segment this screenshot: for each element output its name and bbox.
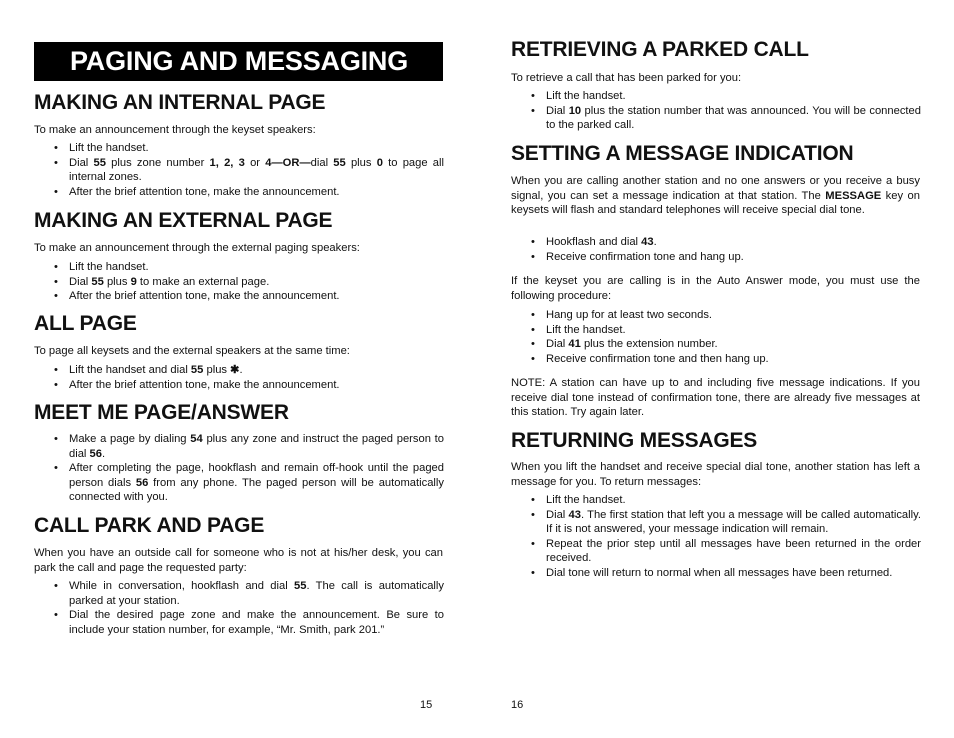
intro-external-page: To make an announcement through the external paging speakers: (34, 242, 360, 254)
list-item: • Dial 43. The first station that left you a message will be called automatically. If it is not answered, your message indication will remain. (546, 508, 921, 537)
heading-call-park: CALL PARK AND PAGE (34, 514, 265, 537)
list-retrieve-parked (546, 89, 921, 133)
list-item: • Receive confirmation tone and then hang up. (546, 352, 921, 367)
intro-internal-page: To make an announcement through the keyset speakers: (34, 124, 316, 136)
list-item: • Dial 10 plus the station number that was announced. You will be connected to the parked call. (546, 104, 921, 133)
page-banner-title: PAGING AND MESSAGING (34, 42, 443, 81)
right-page (511, 0, 920, 738)
page-number: 15 (420, 699, 433, 711)
list-item: • Lift the handset. (546, 493, 921, 508)
intro-returning-messages: When you lift the handset and receive special dial tone, another station has left a message for you. To return messages: (511, 461, 920, 488)
list-item: • After the brief attention tone, make the announcement. (69, 378, 444, 393)
list-item: • Dial 55 plus zone number 1, 2, 3 or 4—OR—dial 55 plus 0 to page all internal zones. (69, 156, 444, 185)
page-number: 16 (511, 699, 524, 711)
list-item: • After completing the page, hookflash and remain off-hook until the paged person dials 56 from any phone. The paged person will be automatically connected with you. (69, 461, 444, 505)
list-returning-messages (546, 493, 921, 581)
note-paragraph: NOTE: A station can have up to and including five message indications. If you receive dial tone instead of confirmation tone, there are already five messages at this station. Try again later. (511, 377, 920, 419)
left-page (34, 0, 443, 738)
intro-call-park: When you have an outside call for someone who is not at his/her desk, you can park the call and page the requested party: (34, 547, 443, 574)
list-call-park (69, 579, 444, 637)
list-item: • After the brief attention tone, make the announcement. (69, 185, 444, 200)
heading-internal-page: MAKING AN INTERNAL PAGE (34, 91, 326, 114)
intro-set-message: When you are calling another station and no one answers or you receive a busy signal, you can set a message indication at that station. The MESSAGE key on keysets will flash and standard telephones will receive special dial tone. (511, 175, 920, 217)
list-meet-me (69, 432, 444, 505)
list-set-message (546, 235, 921, 264)
intro-retrieve-parked: To retrieve a call that has been parked for you: (511, 72, 742, 84)
list-item: • Lift the handset. (546, 323, 921, 338)
list-item: • Dial the desired page zone and make the announcement. Be sure to include your station number, for example, “Mr. Smith, park 201.” (69, 608, 444, 637)
list-item: • Lift the handset. (69, 260, 444, 275)
list-item: • Make a page by dialing 54 plus any zone and instruct the paged person to dial 56. (69, 432, 444, 461)
intro-all-page: To page all keysets and the external speakers at the same time: (34, 345, 350, 357)
list-item: • Hang up for at least two seconds. (546, 308, 921, 323)
heading-returning-messages: RETURNING MESSAGES (511, 429, 758, 452)
list-item: • Lift the handset. (69, 141, 444, 156)
heading-set-message: SETTING A MESSAGE INDICATION (511, 142, 854, 165)
list-item: • While in conversation, hookflash and dial 55. The call is automatically parked at your station. (69, 579, 444, 608)
heading-meet-me: MEET ME PAGE/ANSWER (34, 401, 289, 424)
list-item: • Repeat the prior step until all messages have been returned in the order received. (546, 537, 921, 566)
list-item: • Dial 41 plus the extension number. (546, 337, 921, 352)
list-internal-page (69, 141, 444, 199)
list-item: • Lift the handset and dial 55 plus ✱. (69, 363, 444, 378)
heading-all-page: ALL PAGE (34, 312, 137, 335)
list-external-page (69, 260, 444, 304)
list-item: • After the brief attention tone, make the announcement. (69, 289, 444, 304)
list-item: • Hookflash and dial 43. (546, 235, 921, 250)
list-item: • Dial tone will return to normal when all messages have been returned. (546, 566, 921, 581)
list-all-page (69, 363, 444, 392)
auto-answer-paragraph: If the keyset you are calling is in the Auto Answer mode, you must use the following procedure: (511, 275, 920, 302)
heading-external-page: MAKING AN EXTERNAL PAGE (34, 209, 333, 232)
heading-retrieve-parked: RETRIEVING A PARKED CALL (511, 38, 809, 61)
list-item: • Dial 55 plus 9 to make an external page. (69, 275, 444, 290)
list-item: • Lift the handset. (546, 89, 921, 104)
list-auto-answer (546, 308, 921, 366)
list-item: • Receive confirmation tone and hang up. (546, 250, 921, 265)
